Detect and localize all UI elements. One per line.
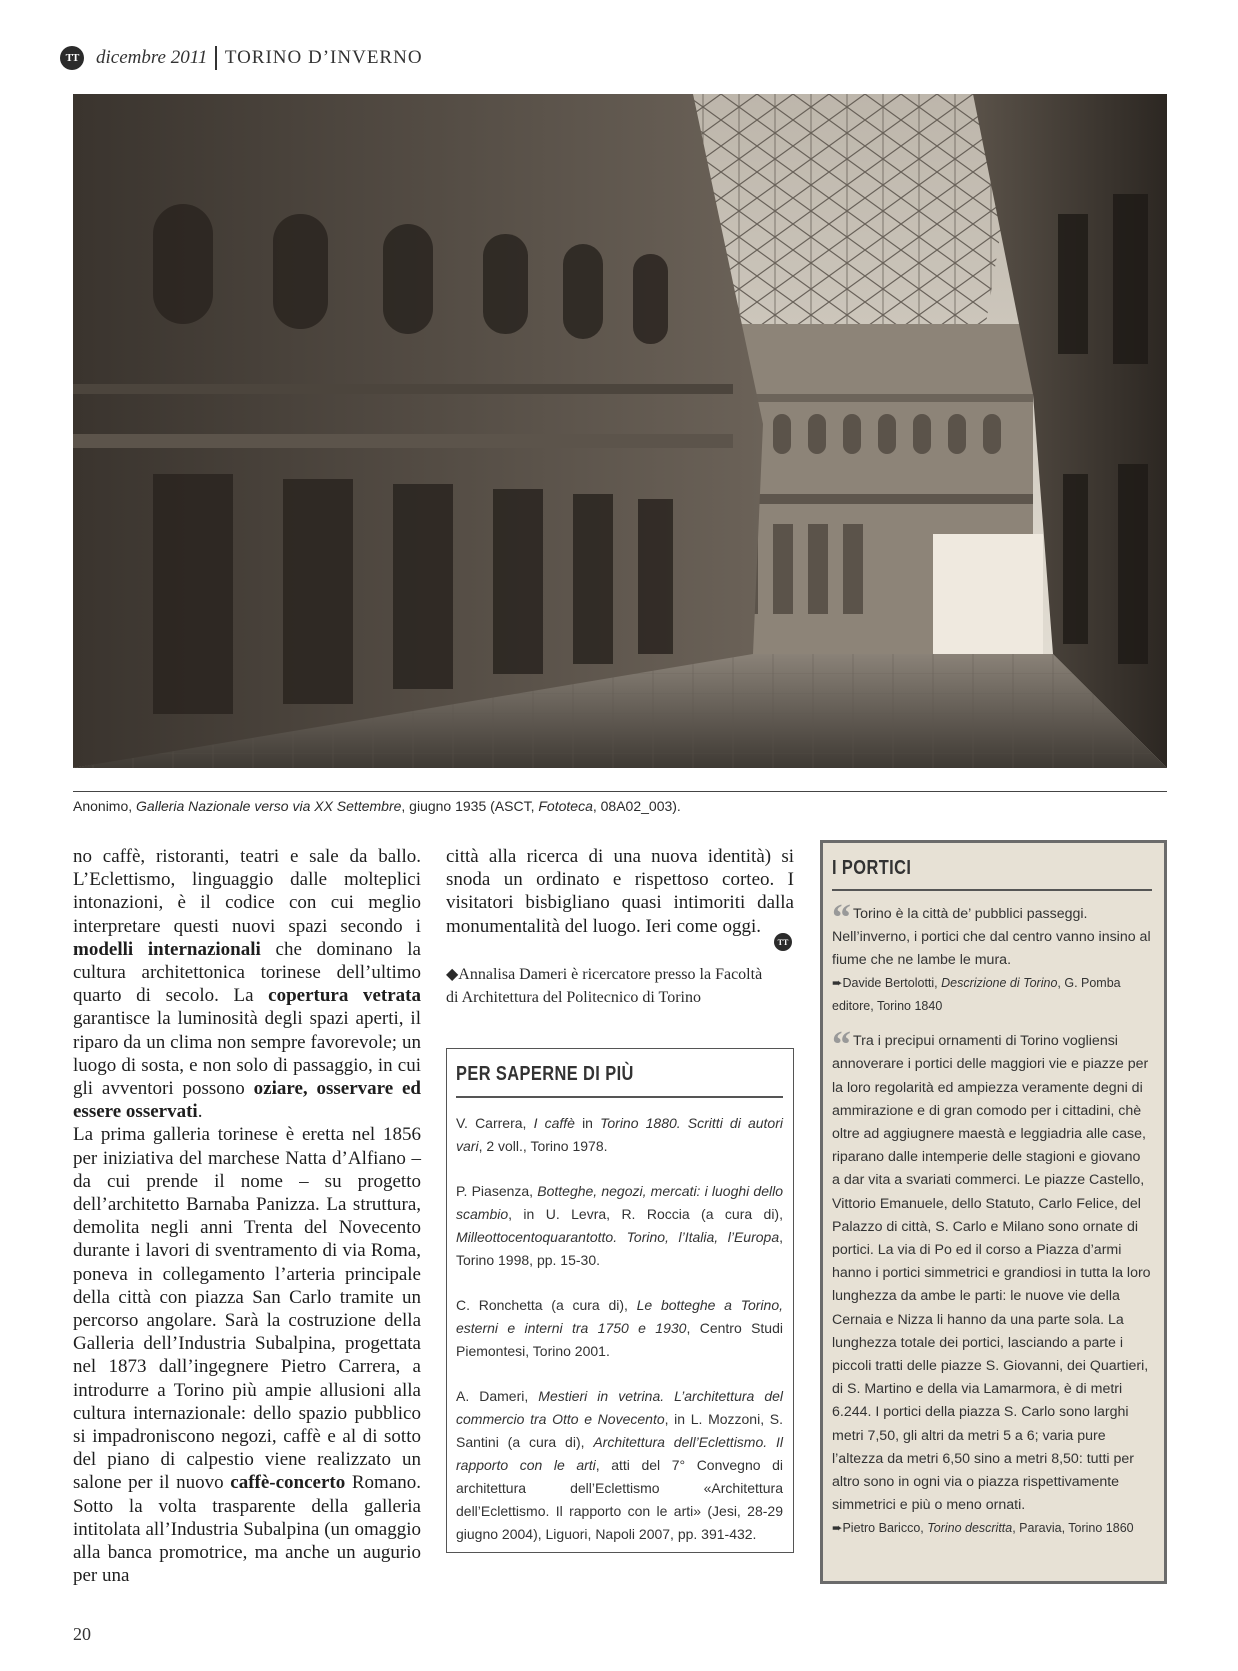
bibliography-entry: C. Ronchetta (a cura di), Le botteghe a Torino, esterni e interni tra 1750 e 1930, Centro Studi Piemontesi, Torino 2001. bbox=[456, 1296, 783, 1359]
gallery-photo-illustration bbox=[73, 94, 1167, 768]
author-note: ◆Annalisa Dameri è ricercatore presso la Facoltà di Architettura del Politecnico di Torino bbox=[446, 966, 763, 1006]
quote-mark-icon: “ bbox=[832, 1024, 851, 1067]
divider bbox=[456, 1096, 783, 1098]
caption-rule bbox=[73, 791, 1167, 792]
bibliography-entry: A. Dameri, Mestieri in vetrina. L’architettura del commercio tra Otto e Novecento, in L. Mozzoni, S. Santini (a cura di), Architettura dell’Eclettismo. Il rapporto con le arti, atti del 7° Convegno di architettura dell’Eclettismo «Architettura dell’Eclettismo. Il rapporto con le arti» (Jesi, 28-29 giugno 2004), Liguori, Napoli 2007, pp. 391-432. bbox=[456, 1387, 784, 1542]
divider bbox=[832, 889, 1152, 891]
quotation: “ Torino è la città de’ pubblici passeggi. Nell’inverno, i portici che dal centro vanno insino al fiume che ne lambe le mura. bbox=[832, 896, 1151, 968]
quotation-source: ➨Davide Bertolotti, Descrizione di Torino, G. Pomba editore, Torino 1840 bbox=[832, 976, 1121, 1014]
quotation: “ Tra i precipui ornamenti di Torino vogliensi annoverare i portici delle maggiori vie e piazze per la loro regolarità ed ampiezza veramente degni di ammirazione e di gran comodo per i cittadini, chè oltre ad aggiugnere maestà e leggiadria alle case, riparano dalle intemperie delle stagioni e giovano a dar vita a svariati commerci. Le piazze Castello, Vittorio Emanuele, dello Statuto, Carlo Felice, del Palazzo di città, S. Carlo e Milano sono ornate di portici. La via di Po ed il corso a Piazza d’armi hanno i portici simmetrici e grandiosi in tutta la loro lunghezza da ambe le parti: le nuove vie della Cernaia e Nizza li hanno da una parte sola. La lunghezza totale dei portici, lasciando a parte i piccoli tratti delle piazze S. Giovanni, dei Quartieri, di S. Martino e della via Lamarmora, è di metri 6.244. I portici della piazza S. Carlo sono larghi metri 7,50, gli altri da metri 5 a 6; varia pure l’altezza da metri 6,50 sino a metri 8,50: tutti per altro sono in ogni via o piazza rispettivamente simmetrici e più o meno ornati. bbox=[832, 1024, 1151, 1514]
sidebar-box-portici bbox=[820, 840, 1167, 1584]
bibliography-entry: P. Piasenza, Botteghe, negozi, mercati: i luoghi dello scambio, in U. Levra, R. Roccia (a cura di), Milleottocentoquarantotto. Torino, l’Italia, l’Europa, Torino 1998, pp. 15-30. bbox=[456, 1182, 784, 1268]
paragraph: La prima galleria torinese è eretta nel 1856 per iniziativa del marchese Natta d’Alfiano – da cui prende il nome – su progetto dell’architetto Barnaba Panizza. La struttura, demolita negli anni Trenta del Novecento durante i lavori di sventramento di via Roma, poneva in collegamento l’arteria principale della città con piazza San Carlo tramite un percorso angolare. Sarà la costruzione della Galleria dell’Industria Subalpina, progettata nel 1873 dall’ingegnere Pietro Carrera, a introdurre a Torino più ampie allusioni alla cultura internazionale: dello spazio pubblico si impadroniscono negozi, caffè e al di sotto del piano di calpestio viene realizzato un salone per il nuovo caffè-concerto Romano. Sotto la volta trasparente della galleria intitolata all’Industria Subalpina (un omaggio alla banca promotrice, ma anche un augurio per una bbox=[73, 1124, 422, 1587]
page-number: 20 bbox=[73, 1624, 91, 1644]
body-column-2 bbox=[446, 845, 794, 938]
page-header bbox=[60, 44, 423, 72]
issue-date: dicembre 2011 bbox=[96, 47, 208, 68]
sidebar-title: I PORTICI bbox=[832, 857, 912, 879]
end-of-article-icon: TT bbox=[774, 933, 792, 951]
bibliography-entry: V. Carrera, I caffè in Torino 1880. Scritti di autori vari, 2 voll., Torino 1978. bbox=[456, 1114, 783, 1154]
arcade-photograph bbox=[73, 94, 1167, 768]
magazine-logo-icon: TT bbox=[60, 46, 84, 70]
further-reading-title: PER SAPERNE DI PIÙ bbox=[456, 1063, 634, 1085]
section-title: TORINO D’INVERNO bbox=[224, 47, 423, 68]
paragraph: no caffè, ristoranti, teatri e sale da ballo. L’Eclettismo, linguaggio dalle molteplici intonazioni, è il codice con cui meglio interpretare questi nuovi spazi secondo i modelli internazionali che dominano la cultura architettonica torinese dell’ultimo quarto di secolo. La copertura vetrata garantisce la luminosità degli spazi aperti, il riparo da un clima non sempre favorevole; un luogo di sosta, e non solo di passaggio, in cui gli avventori possono oziare, osservare ed essere osservati. bbox=[73, 846, 421, 1123]
quotation-source: ➨Pietro Baricco, Torino descritta, Paravia, Torino 1860 bbox=[832, 1521, 1134, 1536]
further-reading-box bbox=[446, 1048, 794, 1553]
photo-caption: Anonimo, Galleria Nazionale verso via XX Settembre, giugno 1935 (ASCT, Fototeca, 08A02_003). bbox=[73, 798, 681, 814]
quote-mark-icon: “ bbox=[832, 896, 851, 939]
body-column-1 bbox=[73, 845, 421, 1588]
paragraph: città alla ricerca di una nuova identità) si snoda un ordinato e rispettoso corteo. I visitatori bisbigliano quasi intimoriti dalla monumentalità del luogo. Ieri come oggi. bbox=[446, 846, 794, 937]
header-divider bbox=[215, 46, 217, 70]
